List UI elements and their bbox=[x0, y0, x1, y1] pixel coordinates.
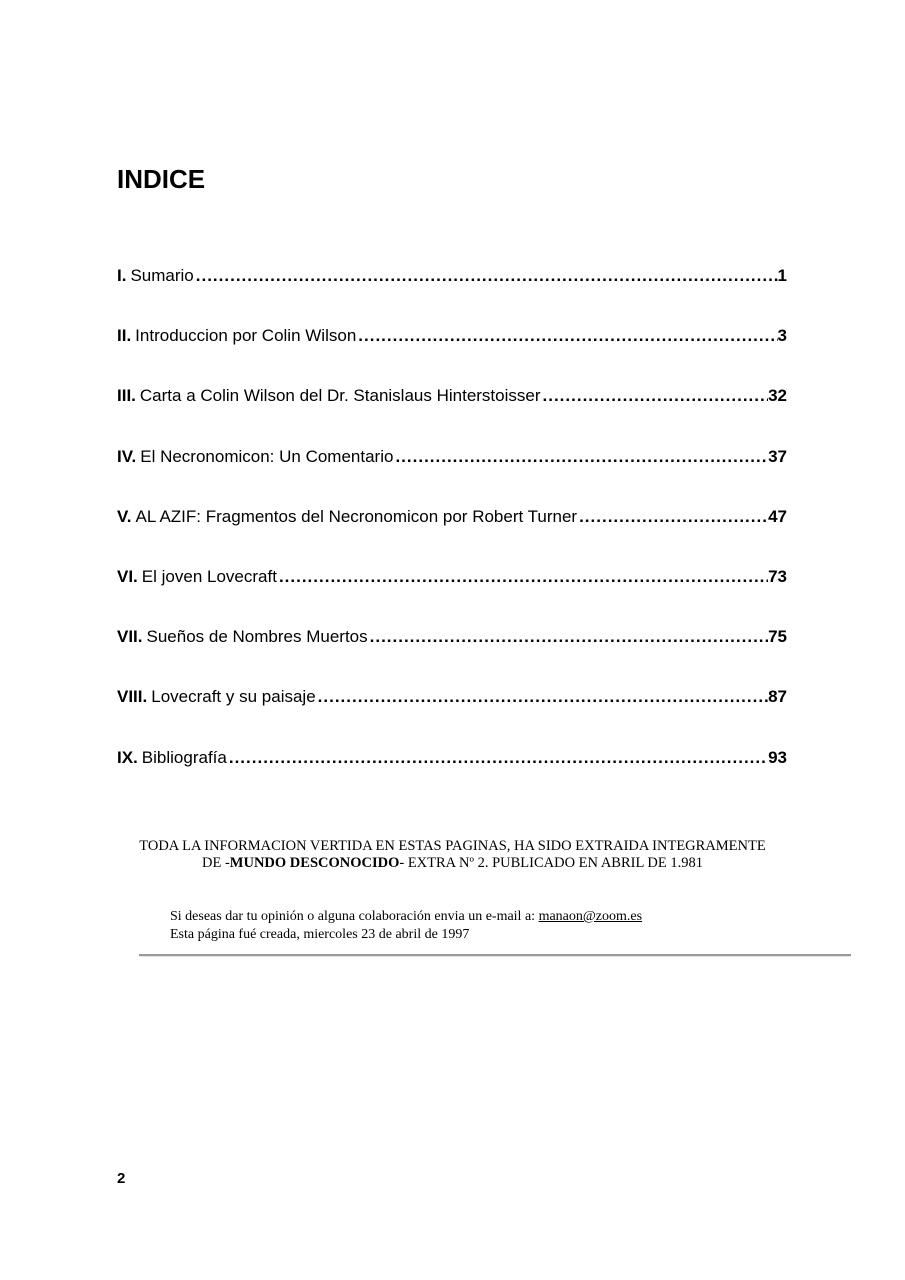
toc-entry bbox=[117, 447, 787, 507]
contact-line bbox=[170, 908, 642, 926]
toc-numeral: IV. bbox=[117, 446, 137, 466]
toc-leader bbox=[316, 687, 768, 707]
toc-title: El joven Lovecraft bbox=[141, 566, 277, 586]
toc-title: Carta a Colin Wilson del Dr. Stanislaus Hinterstoisser bbox=[139, 386, 541, 406]
toc-page: 1 bbox=[777, 266, 787, 285]
toc-page: 75 bbox=[768, 627, 787, 647]
toc-page: 37 bbox=[768, 446, 787, 466]
toc-entry bbox=[117, 507, 787, 567]
toc-leader bbox=[227, 748, 768, 768]
toc-page: 93 bbox=[768, 747, 787, 767]
toc-entry bbox=[117, 266, 787, 326]
toc-title: El Necronomicon: Un Comentario bbox=[140, 446, 394, 466]
toc-entry bbox=[117, 687, 787, 747]
contact-info bbox=[170, 908, 642, 944]
toc-leader bbox=[368, 627, 768, 647]
notice-prefix: DE - bbox=[202, 855, 230, 871]
notice-line-1: TODA LA INFORMACION VERTIDA EN ESTAS PAGINAS, HA SIDO EXTRAIDA INTEGRAMENTE bbox=[139, 838, 766, 854]
toc-leader bbox=[277, 567, 768, 587]
toc-leader bbox=[393, 447, 768, 467]
toc-entry bbox=[117, 627, 787, 687]
publication-name: MUNDO DESCONOCIDO bbox=[229, 855, 400, 871]
page-title: INDICE bbox=[117, 164, 206, 194]
toc-page: 3 bbox=[777, 326, 787, 346]
toc-title: Bibliografía bbox=[141, 747, 227, 767]
toc-entry bbox=[117, 386, 787, 446]
toc-title: Sueños de Nombres Muertos bbox=[146, 627, 368, 647]
notice-suffix: - EXTRA Nº 2. PUBLICADO EN ABRIL DE 1.981 bbox=[399, 855, 703, 871]
toc-title: Introduccion por Colin Wilson bbox=[135, 326, 357, 346]
toc-title: Sumario bbox=[130, 266, 194, 285]
toc-page: 32 bbox=[768, 386, 787, 406]
toc-page: 47 bbox=[768, 506, 787, 526]
toc-numeral: II. bbox=[117, 326, 132, 346]
toc-title: AL AZIF: Fragmentos del Necronomicon por Robert Turner bbox=[135, 506, 578, 526]
toc-leader bbox=[356, 326, 777, 346]
page-number: 2 bbox=[117, 1170, 126, 1187]
toc-numeral: VIII. bbox=[117, 687, 148, 707]
horizontal-rule bbox=[139, 954, 851, 957]
toc-entry bbox=[117, 567, 787, 627]
toc-page: 73 bbox=[768, 566, 787, 586]
email-link[interactable]: manaon@zoom.es bbox=[538, 909, 643, 924]
creation-date: Esta página fué creada, miercoles 23 de abril de 1997 bbox=[170, 927, 470, 942]
table-of-contents bbox=[117, 266, 787, 808]
toc-leader bbox=[194, 266, 778, 286]
toc-numeral: V. bbox=[117, 506, 132, 526]
contact-text: Si deseas dar tu opinión o alguna colaboración envia un e-mail a: bbox=[170, 909, 539, 924]
toc-leader bbox=[541, 386, 769, 406]
notice-line-2 bbox=[117, 855, 788, 872]
toc-leader bbox=[577, 507, 768, 527]
toc-page: 87 bbox=[768, 687, 787, 707]
toc-numeral: III. bbox=[117, 386, 136, 406]
toc-entry bbox=[117, 326, 787, 386]
toc-entry bbox=[117, 748, 787, 808]
source-notice bbox=[117, 838, 788, 872]
toc-numeral: IX. bbox=[117, 747, 138, 767]
toc-numeral: VI. bbox=[117, 566, 138, 586]
toc-title: Lovecraft y su paisaje bbox=[151, 687, 316, 707]
toc-numeral: VII. bbox=[117, 627, 143, 647]
toc-numeral: I. bbox=[117, 266, 127, 285]
